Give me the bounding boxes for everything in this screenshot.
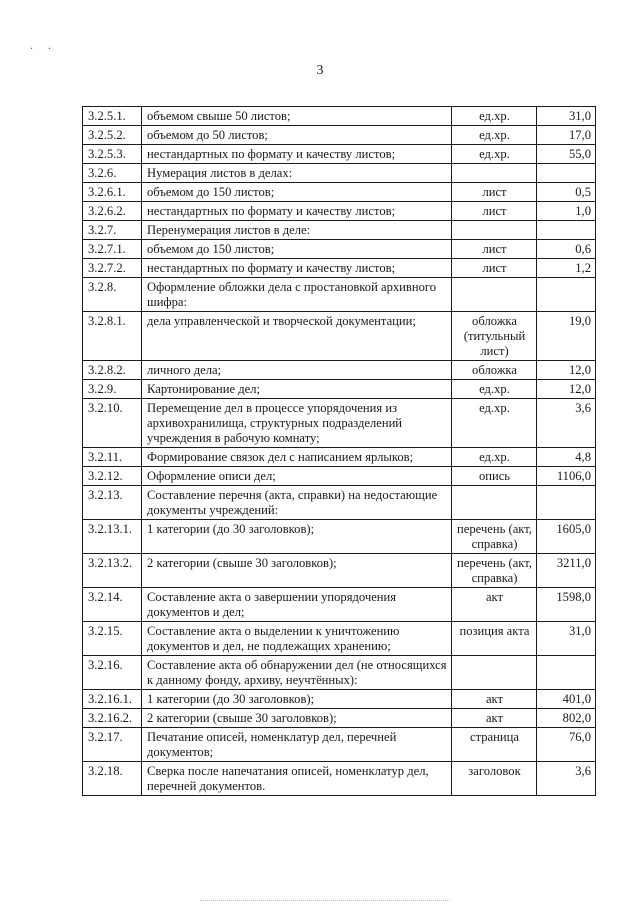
table-row <box>83 312 596 361</box>
item-number: 3.2.16.2. <box>83 709 142 728</box>
item-description: Составление перечня (акта, справки) на недостающие документы учреждений: <box>142 486 452 520</box>
item-unit: ед.хр. <box>452 145 537 164</box>
item-number: 3.2.13. <box>83 486 142 520</box>
item-number: 3.2.8.1. <box>83 312 142 361</box>
table-row <box>83 126 596 145</box>
table-row <box>83 145 596 164</box>
item-unit: ед.хр. <box>452 399 537 448</box>
item-number: 3.2.6.2. <box>83 202 142 221</box>
item-unit: обложка <box>452 361 537 380</box>
tariff-table <box>82 106 596 796</box>
item-value <box>537 164 596 183</box>
item-description: Формирование связок дел с написанием ярлыков; <box>142 448 452 467</box>
item-unit: лист <box>452 183 537 202</box>
item-unit: обложка (титульный лист) <box>452 312 537 361</box>
item-value: 3211,0 <box>537 554 596 588</box>
item-number: 3.2.8. <box>83 278 142 312</box>
item-value: 1598,0 <box>537 588 596 622</box>
item-description: личного дела; <box>142 361 452 380</box>
table-row <box>83 486 596 520</box>
item-value: 0,5 <box>537 183 596 202</box>
item-description: нестандартных по формату и качеству листов; <box>142 259 452 278</box>
table-row <box>83 399 596 448</box>
item-number: 3.2.6. <box>83 164 142 183</box>
item-value: 31,0 <box>537 622 596 656</box>
item-number: 3.2.16. <box>83 656 142 690</box>
item-unit: позиция акта <box>452 622 537 656</box>
item-unit: акт <box>452 588 537 622</box>
item-unit: лист <box>452 240 537 259</box>
item-number: 3.2.11. <box>83 448 142 467</box>
item-number: 3.2.8.2. <box>83 361 142 380</box>
item-value: 401,0 <box>537 690 596 709</box>
item-unit: ед.хр. <box>452 126 537 145</box>
table-row <box>83 554 596 588</box>
item-unit: акт <box>452 690 537 709</box>
item-unit: заголовок <box>452 762 537 796</box>
item-number: 3.2.17. <box>83 728 142 762</box>
item-description: Оформление обложки дела с простановкой архивного шифра: <box>142 278 452 312</box>
table-row <box>83 278 596 312</box>
item-value: 55,0 <box>537 145 596 164</box>
item-description: 2 категории (свыше 30 заголовков); <box>142 554 452 588</box>
item-value <box>537 486 596 520</box>
item-description: Оформление описи дел; <box>142 467 452 486</box>
item-unit: перечень (акт, справка) <box>452 520 537 554</box>
table-row <box>83 690 596 709</box>
item-value: 76,0 <box>537 728 596 762</box>
item-number: 3.2.13.2. <box>83 554 142 588</box>
item-description: нестандартных по формату и качеству листов; <box>142 202 452 221</box>
item-unit: перечень (акт, справка) <box>452 554 537 588</box>
item-number: 3.2.13.1. <box>83 520 142 554</box>
table-row <box>83 762 596 796</box>
item-number: 3.2.9. <box>83 380 142 399</box>
table-row <box>83 240 596 259</box>
item-value: 4,8 <box>537 448 596 467</box>
item-value: 3,6 <box>537 762 596 796</box>
item-value: 12,0 <box>537 361 596 380</box>
item-unit: опись <box>452 467 537 486</box>
item-number: 3.2.7. <box>83 221 142 240</box>
item-description: Составление акта о выделении к уничтожению документов и дел, не подлежащих хранению; <box>142 622 452 656</box>
item-description: объемом свыше 50 листов; <box>142 107 452 126</box>
item-description: Составление акта об обнаружении дел (не относящихся к данному фонду, архиву, неучтённых): <box>142 656 452 690</box>
item-number: 3.2.10. <box>83 399 142 448</box>
item-number: 3.2.7.1. <box>83 240 142 259</box>
item-unit: ед.хр. <box>452 380 537 399</box>
item-description: 1 категории (до 30 заголовков); <box>142 520 452 554</box>
item-value: 17,0 <box>537 126 596 145</box>
item-value <box>537 278 596 312</box>
table-row <box>83 202 596 221</box>
margin-marks: . . <box>30 38 57 52</box>
item-description: Перенумерация листов в деле: <box>142 221 452 240</box>
table-row <box>83 361 596 380</box>
item-description: 1 категории (до 30 заголовков); <box>142 690 452 709</box>
page-number: 3 <box>316 63 324 78</box>
item-description: Картонирование дел; <box>142 380 452 399</box>
item-value: 1,2 <box>537 259 596 278</box>
item-unit <box>452 221 537 240</box>
item-number: 3.2.18. <box>83 762 142 796</box>
table-row <box>83 709 596 728</box>
item-number: 3.2.7.2. <box>83 259 142 278</box>
item-unit: страница <box>452 728 537 762</box>
table-row <box>83 380 596 399</box>
table-row <box>83 622 596 656</box>
item-unit: лист <box>452 259 537 278</box>
item-number: 3.2.6.1. <box>83 183 142 202</box>
table-row <box>83 259 596 278</box>
table-row <box>83 164 596 183</box>
item-value <box>537 656 596 690</box>
item-unit <box>452 486 537 520</box>
item-number: 3.2.12. <box>83 467 142 486</box>
item-number: 3.2.5.3. <box>83 145 142 164</box>
item-value: 19,0 <box>537 312 596 361</box>
item-unit: лист <box>452 202 537 221</box>
table-row <box>83 656 596 690</box>
item-number: 3.2.5.1. <box>83 107 142 126</box>
item-unit: акт <box>452 709 537 728</box>
item-value: 12,0 <box>537 380 596 399</box>
table-row <box>83 467 596 486</box>
item-description: Печатание описей, номенклатур дел, перечней документов; <box>142 728 452 762</box>
table-row <box>83 221 596 240</box>
item-value: 1605,0 <box>537 520 596 554</box>
item-description: Составление акта о завершении упорядочения документов и дел; <box>142 588 452 622</box>
item-description: объемом до 50 листов; <box>142 126 452 145</box>
item-number: 3.2.16.1. <box>83 690 142 709</box>
item-value: 31,0 <box>537 107 596 126</box>
table-row <box>83 728 596 762</box>
scan-artifact <box>200 898 450 901</box>
item-value: 1,0 <box>537 202 596 221</box>
item-value: 0,6 <box>537 240 596 259</box>
table-row <box>83 448 596 467</box>
item-description: нестандартных по формату и качеству листов; <box>142 145 452 164</box>
table-row <box>83 588 596 622</box>
item-description: Сверка после напечатания описей, номенклатур дел, перечней документов. <box>142 762 452 796</box>
item-unit: ед.хр. <box>452 107 537 126</box>
item-description: дела управленческой и творческой документации; <box>142 312 452 361</box>
item-value: 802,0 <box>537 709 596 728</box>
item-value: 3,6 <box>537 399 596 448</box>
table-row <box>83 520 596 554</box>
item-unit: ед.хр. <box>452 448 537 467</box>
item-description: Перемещение дел в процессе упорядочения из архивохранилища, структурных подразделений учреждения в рабочую комнату; <box>142 399 452 448</box>
item-value: 1106,0 <box>537 467 596 486</box>
item-description: Нумерация листов в делах: <box>142 164 452 183</box>
item-description: 2 категории (свыше 30 заголовков); <box>142 709 452 728</box>
item-unit <box>452 656 537 690</box>
item-number: 3.2.15. <box>83 622 142 656</box>
item-number: 3.2.5.2. <box>83 126 142 145</box>
table-row <box>83 183 596 202</box>
item-unit <box>452 278 537 312</box>
item-description: объемом до 150 листов; <box>142 240 452 259</box>
item-unit <box>452 164 537 183</box>
table-body <box>83 107 596 796</box>
item-value <box>537 221 596 240</box>
item-number: 3.2.14. <box>83 588 142 622</box>
table-row <box>83 107 596 126</box>
item-description: объемом до 150 листов; <box>142 183 452 202</box>
